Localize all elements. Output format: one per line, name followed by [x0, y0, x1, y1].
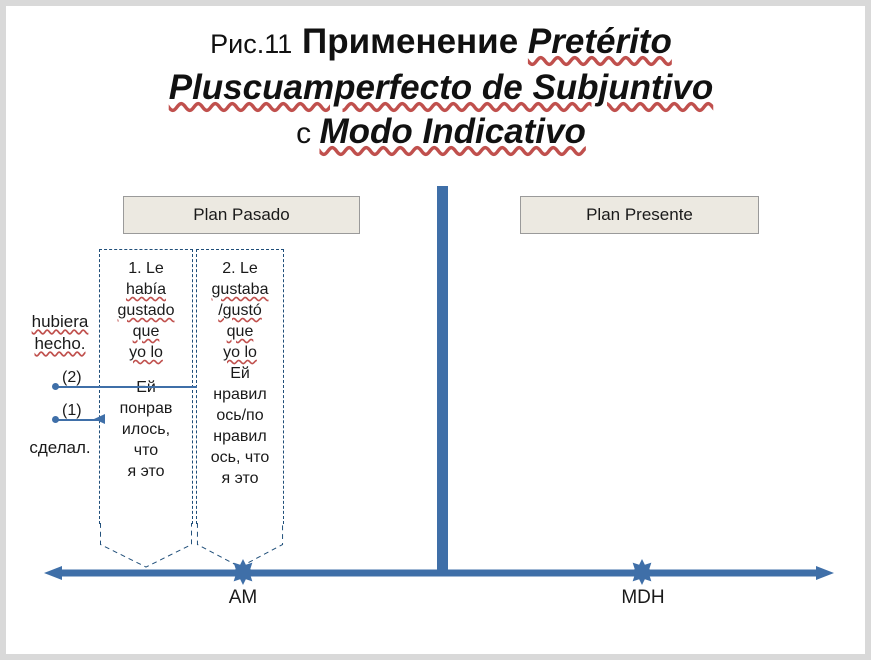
callout-2-es-line-3: que [226, 323, 254, 340]
marker-2-label: (2) [62, 369, 82, 386]
callout-2-heading: 2. Le [222, 260, 258, 277]
timeline-marker-mdh[interactable] [629, 559, 655, 585]
label-hubiera-hecho [18, 311, 102, 355]
present-divider-line [437, 186, 448, 574]
plan-pasado-label: Plan Pasado [193, 205, 290, 224]
title-line3-italic: Modo Indicativo [319, 112, 586, 151]
plan-presente-box[interactable] [520, 196, 759, 234]
callout-2-ru-line-1: Ей [230, 365, 250, 382]
callout-1-es-line-1: había [125, 281, 167, 298]
callout-1-ru-line-4: что [133, 442, 159, 459]
callout-1-ru-line-5: я это [127, 463, 165, 480]
timeline-label-am: AM [228, 587, 258, 608]
callout-2-tail [196, 523, 284, 568]
callout-1-es-line-4: yo lo [129, 344, 163, 361]
callout-2-ru-line-2: нравил [213, 386, 267, 403]
timeline-axis [44, 566, 834, 580]
callout-2-ru-line-6: я это [221, 470, 259, 487]
callout-phrase-2 [196, 249, 284, 569]
label-sdelal [18, 437, 102, 459]
title-line1-plain: Применение [302, 22, 528, 61]
callout-2-ru-line-4: нравил [213, 428, 267, 445]
label-hubiera-line2: hecho. [34, 334, 86, 353]
title-line2-italic: Pluscuamperfecto de Subjuntivo [168, 68, 714, 107]
timeline-label-mdh: MDH [621, 587, 665, 608]
callout-2-ru-line-5: ось, что [210, 449, 270, 466]
callout-2-ru-line-3: ось/по [216, 407, 264, 424]
timeline-marker-am[interactable] [230, 559, 256, 585]
plan-pasado-box[interactable] [123, 196, 360, 234]
figure-label: Рис.11 [210, 29, 293, 59]
callout-1-es-line-2: gustado [117, 302, 175, 319]
callout-1-ru-line-3: илось, [121, 421, 171, 438]
callout-1-ru-line-2: понрав [119, 400, 173, 417]
callout-1-heading: 1. Le [128, 260, 164, 277]
callout-phrase-1 [99, 249, 193, 569]
marker-1-label: (1) [62, 402, 82, 419]
title-line3-conj: с [296, 117, 320, 150]
callout-1-tail [99, 523, 193, 568]
callout-1-es-line-3: que [132, 323, 160, 340]
plan-presente-label: Plan Presente [586, 205, 693, 224]
connector-1-arrow [94, 412, 108, 426]
callout-2-es-line-4: yo lo [223, 344, 257, 361]
callout-2-body [196, 249, 284, 524]
callout-2-es-line-1: gustaba [211, 281, 269, 298]
page-title [46, 20, 836, 156]
label-sdelal-text: сделал. [29, 438, 91, 457]
label-hubiera-line1: hubiera [31, 312, 89, 331]
callout-2-es-line-2: /gustó [218, 302, 262, 319]
connector-2-line [55, 386, 197, 388]
title-line1-italic: Pretérito [527, 22, 672, 61]
